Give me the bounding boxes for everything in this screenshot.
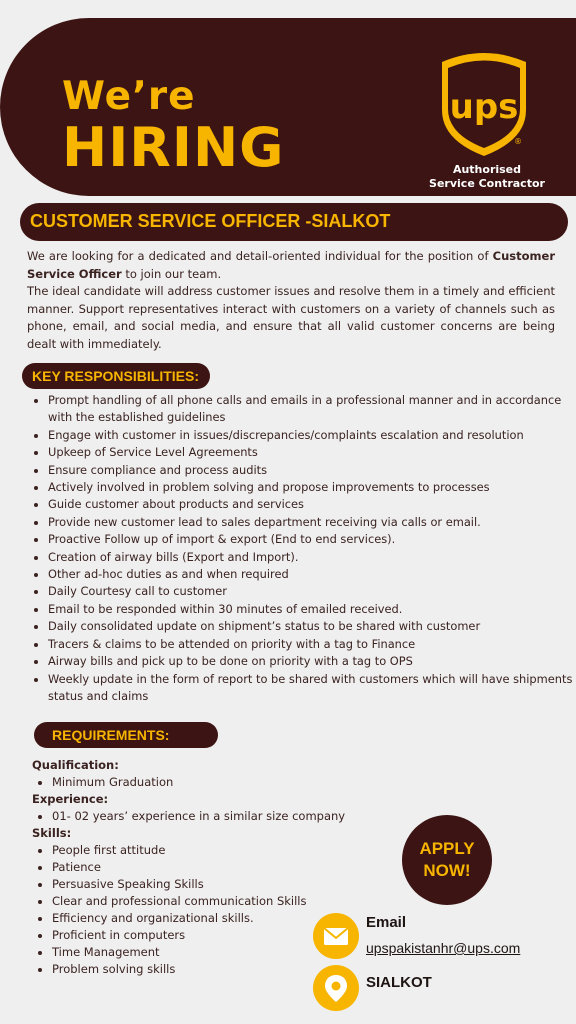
hero-banner <box>0 18 576 196</box>
responsibilities-heading-pill <box>22 363 210 389</box>
list-item: • Daily Courtesy call to customer <box>48 583 576 600</box>
envelope-icon <box>313 913 359 959</box>
list-item: • Airway bills and pick up to be done on priority with a tag to OPS <box>48 653 576 670</box>
list-item: • Proactive Follow up of import & export (End to end services). <box>48 531 576 548</box>
apply-now-badge[interactable] <box>402 815 492 905</box>
list-item: • Email to be responded within 30 minutes of emailed received. <box>48 601 576 618</box>
list-item: • Actively involved in problem solving and propose improvements to processes <box>48 479 576 496</box>
list-item: • People first attitude <box>52 842 392 859</box>
contractor-line2: Service Contractor <box>429 177 545 190</box>
list-item: • 01- 02 years’ experience in a similar size company <box>52 808 392 825</box>
contractor-line1: Authorised <box>452 163 522 176</box>
list-item: • Provide new customer lead to sales department receiving via calls or email. <box>48 514 576 531</box>
ups-shield-logo <box>436 48 532 158</box>
list-item: • Patience <box>52 859 392 876</box>
hiring-line2: HIRING <box>62 116 285 179</box>
svg-text:®: ® <box>514 137 522 146</box>
list-item: • Time Management <box>52 944 392 961</box>
location-label: SIALKOT <box>366 974 432 991</box>
email-link[interactable]: upspakistanhr@ups.com <box>366 940 521 956</box>
intro-part1: We are looking for a dedicated and detail-oriented individual for the position of <box>27 249 489 263</box>
hiring-line1: We’re <box>62 74 196 119</box>
apply-line2: NOW! <box>423 861 471 880</box>
job-intro <box>27 248 555 353</box>
responsibilities-list <box>30 392 576 705</box>
list-item: • Minimum Graduation <box>52 774 392 791</box>
location-pin-icon <box>313 965 359 1011</box>
list-item: • Engage with customer in issues/discrepancies/complaints escalation and resolution <box>48 427 576 444</box>
intro-para2: The ideal candidate will address customer issues and resolve them in a timely and efficient manner. Support representatives interact with customers on a variety of channels such as phone, email, and social media, and ensure that all valid customer concerns are being dealt with immediately. <box>27 284 555 351</box>
list-item: • Daily consolidated update on shipment’s status to be shared with customer <box>48 618 576 635</box>
qualification-label: Qualification: <box>32 758 119 772</box>
job-title-bar <box>20 203 568 241</box>
requirements-heading: REQUIREMENTS: <box>52 727 170 743</box>
intro-part2: to join our team. <box>125 266 222 281</box>
list-item: • Problem solving skills <box>52 961 392 978</box>
list-item: • Prompt handling of all phone calls and emails in a professional manner and in accordance with the established guidelines <box>48 392 576 427</box>
ups-logo-text: ups <box>449 87 519 127</box>
list-item: • Guide customer about products and services <box>48 496 576 513</box>
apply-line1: APPLY <box>419 839 475 858</box>
requirements-heading-pill <box>34 722 218 748</box>
list-item: • Creation of airway bills (Export and Import). <box>48 549 576 566</box>
list-item: • Persuasive Speaking Skills <box>52 876 392 893</box>
skills-label: Skills: <box>32 826 72 840</box>
contractor-text <box>412 163 562 191</box>
responsibilities-heading: KEY RESPONSIBILITIES: <box>32 368 199 384</box>
experience-list <box>32 808 392 825</box>
list-item: • Tracers & claims to be attended on priority with a tag to Finance <box>48 636 576 653</box>
email-label: Email <box>366 914 407 931</box>
list-item: • Efficiency and organizational skills. <box>52 910 392 927</box>
qualification-list <box>32 774 392 791</box>
list-item: • Upkeep of Service Level Agreements <box>48 444 576 461</box>
list-item: • Proficient in computers <box>52 927 392 944</box>
list-item: • Weekly update in the form of report to be shared with customers which will have shipments status and claims <box>48 671 576 706</box>
intro-position: Customer Service Officer <box>27 249 555 281</box>
list-item: • Ensure compliance and process audits <box>48 462 576 479</box>
job-title: CUSTOMER SERVICE OFFICER -SIALKOT <box>30 211 391 231</box>
list-item: • Other ad-hoc duties as and when required <box>48 566 576 583</box>
experience-label: Experience: <box>32 792 109 806</box>
list-item: • Clear and professional communication Skills <box>52 893 392 910</box>
